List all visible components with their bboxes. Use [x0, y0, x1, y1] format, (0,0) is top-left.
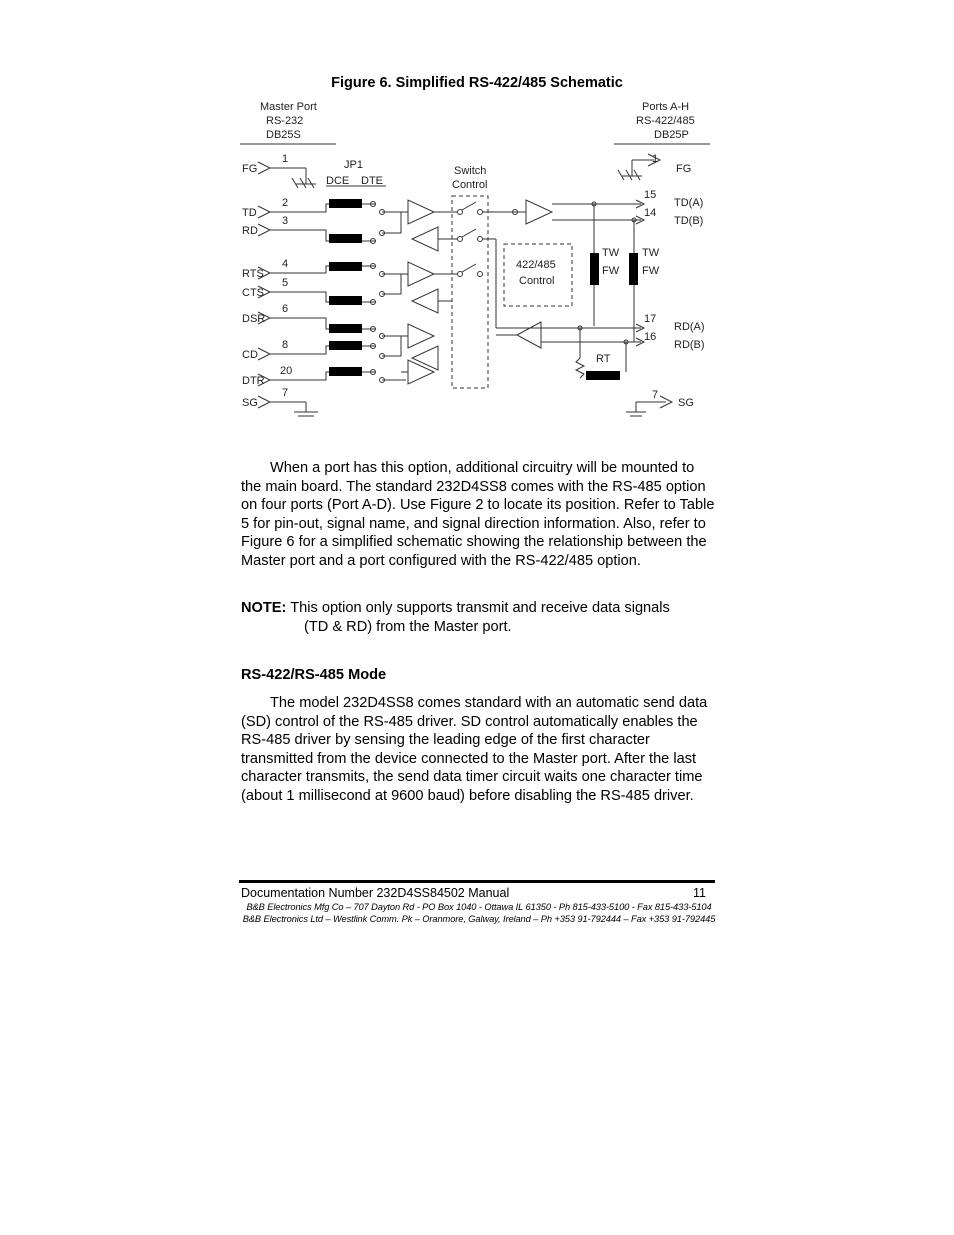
right-pin-14: 14 [644, 207, 657, 219]
footer-address-ireland: B&B Electronics Ltd – Westlink Comm. Pk – Oranmore, Galway, Ireland – Ph +353 91-792444 – Fax +353 91-792445 [242, 914, 716, 924]
right-signal-sg: SG [678, 397, 694, 409]
right-signal-fg: FG [676, 163, 692, 175]
switch-label: Switch [454, 165, 487, 177]
right-pin-17: 17 [644, 313, 657, 325]
fw-label-1: FW [602, 265, 620, 277]
signal-rts: RTS [242, 268, 264, 280]
figure-title: Figure 6. Simplified RS-422/485 Schematic [331, 75, 623, 91]
pin-2: 2 [282, 197, 289, 209]
intro-paragraph: When a port has this option, additional circuitry will be mounted to the main board. The standard 232D4SS8 comes with the RS-485 option on four ports (Port A-D). Use Figure 2 to locate its position. Refer to Table 5 for pin-out, signal name, and signal direction information. Also, refer to Figure 6 for a simplified schematic showing the relationship between the Master port and a port configured with the RS-422/485 option. [241, 460, 715, 569]
pin-7: 7 [282, 387, 289, 399]
signal-rd: RD [242, 225, 258, 237]
tw-label-2: TW [642, 247, 660, 259]
ports-label: Ports A-H [642, 101, 690, 113]
master-rs232-label: RS-232 [266, 115, 304, 127]
section-heading: RS-422/RS-485 Mode [241, 667, 387, 683]
pin-5: 5 [282, 277, 289, 289]
tw-label-1: TW [602, 247, 620, 259]
rt-label: RT [596, 353, 611, 365]
switch-control-label: Control [452, 179, 488, 191]
note-line-2: (TD & RD) from the Master port. [304, 618, 512, 635]
pin-4: 4 [282, 258, 289, 270]
pin-1: 1 [282, 153, 289, 165]
right-pin-1: 1 [652, 153, 659, 165]
control-box-label: 422/485 [516, 259, 556, 271]
right-pin-16: 16 [644, 331, 657, 343]
ports-db25p-label: DB25P [654, 129, 689, 141]
note-line-1: This option only supports transmit and receive data signals [286, 600, 670, 616]
note-label: NOTE: [241, 600, 287, 616]
footer-rule [239, 880, 715, 883]
rs422-485-schematic [236, 96, 720, 426]
right-signal-rda: RD(A) [674, 321, 705, 333]
right-signal-rdb: RD(B) [674, 339, 705, 351]
signal-cd: CD [242, 349, 258, 361]
page-number: 11 [693, 886, 706, 900]
signal-td: TD [242, 207, 257, 219]
signal-fg: FG [242, 163, 258, 175]
ports-rs422-label: RS-422/485 [636, 115, 695, 127]
note [241, 599, 717, 636]
signal-sg: SG [242, 397, 258, 409]
signal-dsr: DSR [242, 313, 266, 325]
master-db25s-label: DB25S [266, 129, 301, 141]
right-pin-15: 15 [644, 189, 657, 201]
fw-label-2: FW [642, 265, 660, 277]
pin-8: 8 [282, 339, 289, 351]
right-signal-tda: TD(A) [674, 197, 704, 209]
right-signal-tdb: TD(B) [674, 215, 704, 227]
footer-doc-number: Documentation Number 232D4SS84502 Manual [241, 886, 510, 900]
jp1-label: JP1 [344, 159, 363, 171]
signal-cts: CTS [242, 287, 264, 299]
dte-label: DTE [361, 175, 383, 187]
dce-label: DCE [326, 175, 350, 187]
pin-3: 3 [282, 215, 289, 227]
control-box-label-2: Control [519, 275, 555, 287]
right-pin-7: 7 [652, 389, 659, 401]
master-port-label: Master Port [260, 101, 317, 113]
mode-paragraph: The model 232D4SS8 comes standard with an automatic send data (SD) control of the RS-485 driver. SD control automatically enables the RS-485 driver by sensing the leading edge of the first character transmitted from the device connected to the Master port. After the last character transmits, the send data timer circuit waits one character time (about 1 millisecond at 9600 baud) before disabling the RS-485 driver. [241, 695, 708, 804]
pin-6: 6 [282, 303, 289, 315]
footer-address-us: B&B Electronics Mfg Co – 707 Dayton Rd - PO Box 1040 - Ottawa IL 61350 - Ph 815-433-5100 - Fax 815-433-5104 [246, 902, 712, 912]
signal-dtr: DTR [242, 375, 265, 387]
pin-20: 20 [280, 365, 293, 377]
